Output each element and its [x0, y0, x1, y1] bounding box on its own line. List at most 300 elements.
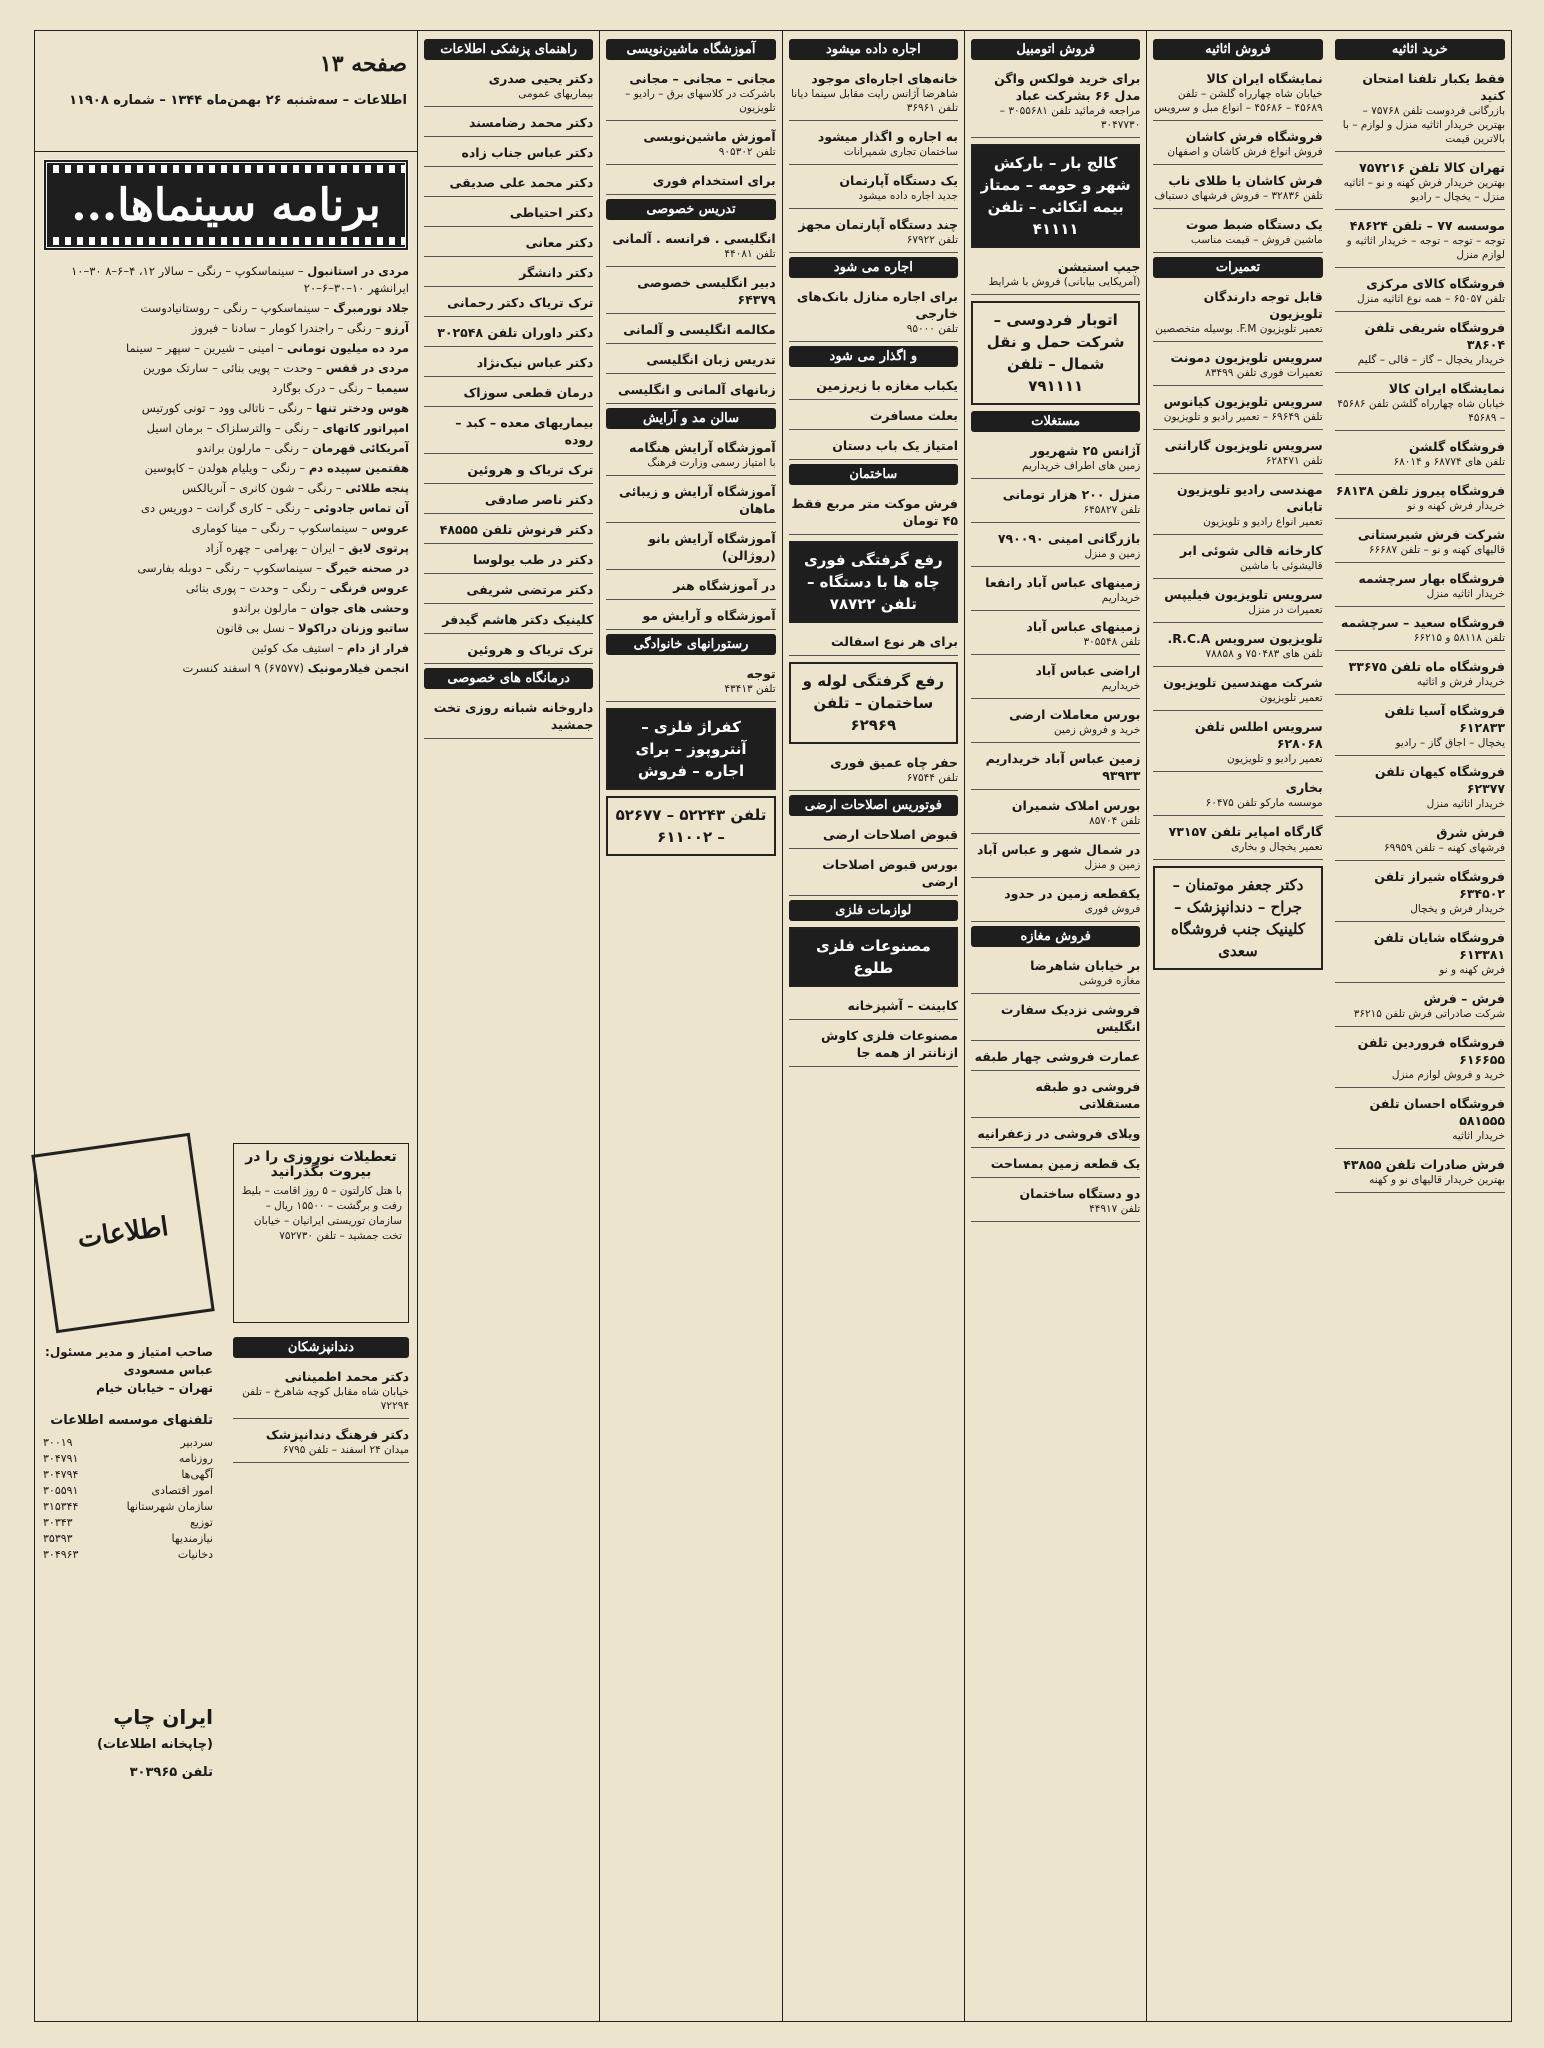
ettelaat-logo — [31, 1133, 214, 1334]
section-header: درمانگاه های خصوصی — [424, 668, 593, 689]
section-header: رستورانهای خانوادگی — [606, 634, 775, 655]
classified-ad — [789, 993, 958, 1020]
ad-title: انگلیسی . فرانسه . آلمانی — [612, 231, 776, 246]
ad-body: (آمریکایی بیابانی) فروش با شرایط — [988, 276, 1141, 288]
classified-column — [964, 31, 1146, 2021]
ad-title: بورس معاملات ارضی — [1009, 707, 1141, 722]
cinema-entry — [43, 500, 409, 517]
ad-title: در شمال شهر و عباس آباد — [977, 842, 1141, 857]
doctor-banner: دکتر جعفر موتمنان – جراح – دندانپزشک – کلینیک جنب فروشگاه سعدی — [1153, 866, 1322, 970]
phone-value: ۳۵۳۹۳ — [43, 1532, 73, 1545]
cinema-entry-title: مردی در استانبول — [307, 264, 409, 278]
classified-ad — [1335, 315, 1505, 373]
classified-ad — [789, 124, 958, 165]
cinema-listings — [43, 263, 409, 1141]
cinema-entry-text: – رنگی – کاری گرانت – دوریس دی — [140, 501, 314, 515]
ad-title: فروشگاه گلشن — [1408, 439, 1505, 454]
ad-title: سرویس تلویزیون دمونت — [1170, 350, 1323, 365]
classified-ad — [424, 487, 593, 514]
boxed-ad: کالج بار – بارکش شهر و حومه – ممتاز بیمه اتکائی – تلفن ۴۱۱۱۱ — [971, 144, 1140, 248]
ad-body: تعمیر تلویزیون — [1259, 692, 1323, 704]
classified-ad — [1153, 168, 1322, 209]
phone-value: ۳۰۴۷۹۴ — [43, 1468, 79, 1481]
ad-title: درمان قطعی سوزاک — [463, 385, 594, 400]
section-header: لوازمات فلزی — [789, 900, 958, 921]
cinema-entry — [43, 300, 409, 317]
cinema-entry-text: – استیف مک کوئین — [251, 641, 347, 655]
ad-title: دکتر ناصر صادقی — [484, 492, 594, 507]
boxed-ad: مصنوعات فلزی طلوع — [789, 927, 958, 987]
classified-ad — [789, 629, 958, 656]
classified-column — [417, 31, 599, 2021]
classified-ad — [971, 953, 1140, 994]
classified-column — [1146, 31, 1328, 2021]
phone-row — [43, 1531, 213, 1547]
ad-body: ساختمان تجاری شمیرانات — [843, 146, 958, 158]
ad-title: فرش – فرش — [1423, 991, 1505, 1006]
classified-ad — [1153, 538, 1322, 579]
section-header: اجاره می شود — [789, 257, 958, 278]
ad-title: فروشگاه کالای مرکزی — [1366, 276, 1505, 291]
section-header: ساختمان — [789, 464, 958, 485]
phone-value: ۳۰۵۵۹۱ — [43, 1484, 79, 1497]
phone-label: امور اقتصادی — [151, 1484, 213, 1497]
phone-value: ۳۰۴۷۹۱ — [43, 1452, 79, 1465]
section-header: مستغلات — [971, 411, 1140, 432]
ad-body: بازرگانی فردوست تلفن ۷۵۷۶۸ – بهترین خریدار اثاثیه منزل و لوازم – با بالاترین قیمت — [1342, 105, 1505, 145]
classified-ad — [424, 290, 593, 317]
classified-ad — [424, 230, 593, 257]
cinema-entry-text: – رنگی – والترسلزاک – برمان اسیل — [146, 421, 323, 435]
ad-title: حفر چاه عمیق فوری — [830, 755, 958, 770]
classified-ad — [1153, 345, 1322, 386]
cinema-entry — [43, 520, 409, 537]
classified-ad — [789, 373, 958, 400]
ad-title: داروخانه شبانه روزی تخت جمشید — [433, 700, 594, 732]
ad-title: فروشگاه احسان تلفن ۵۸۱۵۵۵ — [1369, 1096, 1505, 1128]
cinema-entry — [43, 580, 409, 597]
classified-ad — [971, 1151, 1140, 1178]
ad-body: تلفن ۹۰۵۳۰۲ — [718, 146, 776, 158]
cinema-entry-title: امپراتور کاتهای — [322, 421, 409, 435]
cinema-entry-text: – مارلون براندو — [232, 601, 311, 615]
print-info — [43, 1703, 213, 1787]
ad-body: تلفن ۳۰۵۵۴۸ — [1083, 636, 1141, 648]
ad-title: دبیر انگلیسی خصوصی ۶۴۳۷۹ — [637, 275, 776, 307]
ad-title: فروشگاه سعید – سرچشمه — [1340, 615, 1505, 630]
cinema-entry-title: هوس ودختر تنها — [315, 401, 409, 415]
nowruz-text: با هتل کارلتون – ۵ روز اقامت – بلیط رفت و برگشت – ۱۵۵۰۰ ریال – سازمان توریستی ایرانیان – خیابان تخت جمشید – تلفن ۷۵۲۷۳۰ — [241, 1185, 402, 1242]
cinema-entry — [43, 540, 409, 557]
ad-body: تلفن ۶۷۹۲۲ — [906, 234, 958, 246]
ad-title: برای اجاره منازل بانک‌های خارجی — [796, 289, 958, 321]
section-header: فوتوریس اصلاحات ارضی — [789, 795, 958, 816]
ad-body: تلفن ۶۷۵۴۴ — [906, 772, 958, 784]
ad-title: زبانهای آلمانی و انگلیسی — [617, 382, 776, 397]
ad-title: بر خیابان شاهرضا — [1030, 958, 1141, 973]
ad-title: فرش موکت متر مربع فقط ۴۵ تومان — [791, 496, 958, 528]
classified-ad — [971, 658, 1140, 699]
ad-title: چند دستگاه آپارتمان مجهز — [798, 217, 958, 232]
classified-ad — [971, 526, 1140, 567]
dentists-header: دندانپزشکان — [233, 1337, 409, 1358]
classified-ad — [1153, 582, 1322, 623]
cinema-entry-title: مرد ده میلیون تومانی — [286, 341, 409, 355]
publisher-line: عباس مسعودی — [123, 1363, 213, 1377]
phone-row — [43, 1483, 213, 1499]
cinema-entry-title: در صحنه خیرگ — [325, 561, 409, 575]
classified-ad — [424, 695, 593, 739]
ad-title: منزل ۲۰۰ هزار تومانی — [1002, 487, 1141, 502]
classified-ad — [424, 410, 593, 454]
ad-title: بعلت مسافرت — [869, 408, 958, 423]
ad-title: برای خرید فولکس واگن مدل ۶۶ بشرکت عباد — [994, 71, 1141, 103]
ad-title: آژانس ۲۵ شهریور — [1030, 443, 1141, 458]
classified-column — [782, 31, 964, 2021]
ad-title: دکتر یحیی صدری — [488, 71, 594, 86]
phone-label: دخانیات — [177, 1548, 213, 1561]
ad-title: فروشگاه آسیا تلفن ۶۱۲۸۳۳ — [1384, 703, 1505, 735]
ad-title: دکتر در طب یولوسا — [473, 552, 594, 567]
classified-ad — [606, 573, 775, 600]
ad-body: مغازه فروشی — [1079, 975, 1141, 987]
cinema-entry-text: (۶۷۵۷۷) ۹ اسفند کنسرت — [182, 661, 308, 675]
phone-value: ۳۰۴۹۶۳ — [43, 1548, 79, 1561]
classified-ad — [1335, 759, 1505, 817]
ad-body: تلفن ۳۲۸۳۶ – فروش فرشهای دستباف — [1154, 190, 1323, 202]
cinema-entry-text: – سینماسکوپ – رنگی – دوبله بفارسی — [137, 561, 326, 575]
ad-title: یک دستگاه آپارتمان — [839, 173, 958, 188]
classified-ad — [971, 793, 1140, 834]
phone-label: نیازمندیها — [171, 1532, 213, 1545]
ad-body: تلفن ۶۵۰۵۷ – همه نوع اثاثیه منزل — [1356, 293, 1505, 305]
classified-ad — [1153, 819, 1322, 860]
classified-ad — [424, 607, 593, 634]
phone-row — [43, 1499, 213, 1515]
classified-ad — [1335, 155, 1505, 210]
section-header: فروش اتومبیل — [971, 39, 1140, 60]
ad-body: خرید و فروش زمین — [1053, 724, 1141, 736]
classified-ad — [424, 457, 593, 484]
ad-body: فرشهای کهنه – تلفن ۶۹۹۵۹ — [1383, 842, 1505, 854]
dentist-ad — [233, 1422, 409, 1463]
ad-title: مجانی – مجانی – مجانی — [629, 71, 776, 86]
classified-ad — [1335, 1091, 1505, 1149]
ad-title: دکتر احتیاطی — [509, 205, 594, 220]
section-header: فروش اثاثیه — [1153, 39, 1322, 60]
ad-body: شرکت صادراتی فرش تلفن ۳۶۲۱۵ — [1353, 1008, 1505, 1020]
ad-title: مکالمه انگلیسی و آلمانی — [623, 322, 776, 337]
ad-title: شرکت فرش شیرستانی — [1357, 527, 1505, 542]
classified-ad — [1153, 626, 1322, 667]
ad-title: فروشگاه ماه تلفن ۳۳۶۷۵ — [1348, 659, 1505, 674]
ad-title: موسسه ۷۷ – تلفن ۴۸۶۲۴ — [1349, 218, 1505, 233]
ad-title: بیماریهای معده – کبد – روده — [455, 415, 594, 447]
ad-title: توجه — [746, 666, 776, 681]
cinema-entry-title: آن تماس جادوئی — [313, 501, 409, 515]
classified-ad — [971, 66, 1140, 138]
ad-title: فروشگاه فروردین تلفن ۶۱۶۶۵۵ — [1357, 1035, 1505, 1067]
ad-body: یخچال – اجاق گاز – رادیو — [1395, 737, 1505, 749]
phones-list — [43, 1435, 213, 1563]
ad-title: ترک تریاک دکتر رحمانی — [447, 295, 594, 310]
cinema-entry-text: – سینماسکوپ – رنگی – سالار ۱۲، ۴–۶–۸ ۳۰–۱۰ ایرانشهر ۱۰–۳۰–۶–۲۰ — [71, 264, 409, 295]
classified-ad — [424, 637, 593, 664]
phone-value: ۳۱۵۳۴۴ — [43, 1500, 79, 1513]
classified-ad — [1153, 284, 1322, 342]
dentists-section — [233, 1333, 409, 1466]
phone-value: ۳۰۳۴۳ — [43, 1516, 73, 1529]
cinema-entry — [43, 420, 409, 437]
classified-ad — [1153, 212, 1322, 253]
classified-ad — [789, 491, 958, 535]
cinema-entry-title: فرار از دام — [346, 641, 409, 655]
ad-title: بخاری — [1285, 780, 1323, 795]
classified-ad — [1335, 271, 1505, 312]
phone-row — [43, 1547, 213, 1563]
cinema-entry — [43, 263, 409, 297]
classified-ad — [1335, 654, 1505, 695]
ad-title: آموزشگاه آرایش و زیبائی ماهان — [619, 484, 776, 516]
classified-ad — [606, 603, 775, 630]
classified-ad — [1335, 986, 1505, 1027]
cinema-entry-title: آرزو — [384, 321, 409, 335]
classified-ad — [606, 270, 775, 314]
ad-title: قبوض اصلاحات ارضی — [823, 827, 958, 842]
cinema-banner — [43, 159, 409, 251]
section-header: خرید اثاثیه — [1335, 39, 1505, 60]
logo-text: اطلاعات — [75, 1211, 171, 1255]
classified-ad — [606, 435, 775, 476]
classified-ad — [971, 1121, 1140, 1148]
classified-ad — [789, 822, 958, 849]
classified-columns — [417, 31, 1511, 2021]
ad-title: فقط یکبار تلفنا امتحان کنید — [1362, 71, 1505, 103]
ad-title: ترک تریاک و هروئین — [467, 642, 594, 657]
cinema-entry-title: مردی در قفس — [325, 361, 409, 375]
ad-body: تلفن ۴۴۰۸۱ — [724, 248, 776, 260]
classified-ad — [1153, 775, 1322, 816]
phone-label: سردبیر — [180, 1436, 213, 1449]
cinema-entry-title: عروس فرنگی — [329, 581, 409, 595]
ad-title: سرویس اطلس تلفن ۶۲۸۰۶۸ — [1194, 719, 1323, 751]
classified-ad — [971, 1044, 1140, 1071]
classified-ad — [971, 837, 1140, 878]
cinema-entry — [43, 480, 409, 497]
ad-body: توجه – توجه – توجه – خریدار اثاثیه و لوازم منزل — [1346, 235, 1505, 261]
ad-body: زمین های اطراف خریداریم — [1022, 460, 1141, 472]
cinema-entry-text: – رنگی – ویلیام هولدن – کاپوسین — [144, 461, 309, 475]
classified-ad — [789, 750, 958, 791]
cinema-entry-title: عروس — [370, 521, 409, 535]
classified-ad — [424, 260, 593, 287]
ad-body: فروش انواع فرش کاشان و اصفهان — [1167, 146, 1323, 158]
ad-title: قابل توجه دارندگان تلویزیون — [1203, 289, 1323, 321]
cinema-entry-text: – رنگی – وحدت – پوری بنائی — [185, 581, 330, 595]
cinema-entry-text: – رنگی – ناتالی وود – تونی کورتیس — [141, 401, 316, 415]
classified-ad — [789, 1023, 958, 1067]
ad-body: تلفن ۴۳۴۱۳ — [724, 683, 776, 695]
ad-body: باشرکت در کلاسهای برق – رادیو – تلویزیون — [625, 88, 776, 114]
classified-ad — [1335, 610, 1505, 651]
section-header: اجاره داده میشود — [789, 39, 958, 60]
print-line: (چاپخانه اطلاعات) — [97, 1737, 213, 1752]
ad-body: قالیهای کهنه و نو – تلفن ۶۶۶۸۷ — [1368, 544, 1505, 556]
classified-ad — [424, 320, 593, 347]
classified-ad — [606, 526, 775, 570]
ad-body: زمین و منزل — [1084, 859, 1141, 871]
classified-ad — [424, 110, 593, 137]
ad-title: دکتر دانشگر — [519, 265, 594, 280]
classified-ad — [606, 479, 775, 523]
cinema-entry — [43, 380, 409, 397]
ad-title: مصنوعات فلزی کاوش ازنانتر از همه جا — [821, 1028, 958, 1060]
ad-title: یکباب مغازه با زیرزمین — [816, 378, 958, 393]
ad-body: ماشین فروش – قیمت مناسب — [1190, 234, 1323, 246]
classified-ad — [1335, 698, 1505, 756]
ad-title: خانه‌های اجاره‌ای موجود — [811, 71, 958, 86]
classified-ad — [1335, 566, 1505, 607]
ad-body: تعمیرات فوری تلفن ۸۳۴۹۹ — [1205, 367, 1323, 379]
cinema-entry-title: هفتمین سپیده دم — [308, 461, 409, 475]
ad-body: فرش کهنه و نو — [1439, 964, 1505, 976]
boxed-ad: رفع گرفتگی فوری چاه ها با دستگاه – تلفن ۷۸۷۲۲ — [789, 541, 958, 623]
page-number: صفحه ۱۳ — [319, 51, 407, 77]
ad-title: تهران کالا تلفن ۷۵۷۲۱۶ — [1359, 160, 1505, 175]
ad-title: گارگاه امپایر تلفن ۷۳۱۵۷ — [1168, 824, 1323, 839]
dentist-name: دکتر محمد اطمینانی — [284, 1369, 409, 1384]
cinema-entry-text: – سینماسکوپ – رنگی – روستانیادوست — [140, 301, 334, 315]
ad-title: ویلای فروشی در زعفرانیه — [977, 1126, 1141, 1141]
ad-title: دکتر فرنوش تلفن ۴۸۵۵۵ — [439, 522, 594, 537]
ad-title: کارخانه قالی شوئی ابر — [1180, 543, 1323, 558]
ad-title: فرش کاشان یا طلای ناب — [1168, 173, 1323, 188]
ad-title: نمایشگاه ایران کالا — [1206, 71, 1323, 86]
ad-title: زمین عباس آباد خریداریم ۹۳۹۳۳ — [985, 751, 1141, 783]
ad-body: تلفن ۸۵۷۰۴ — [1089, 815, 1141, 827]
ad-body: بیماریهای عمومی — [518, 88, 594, 100]
ad-title: سرویس تلویزیون گارانتی — [1164, 438, 1323, 453]
phone-label: سازمان شهرستانها — [126, 1500, 213, 1513]
ad-body: خریدار اثاثیه — [1452, 1130, 1505, 1142]
publisher-line: صاحب امتیاز و مدیر مسئول: — [45, 1345, 213, 1359]
classified-ad — [789, 433, 958, 460]
ad-title: امتیاز یک باب دستان — [832, 438, 958, 453]
ad-title: نمایشگاه ایران کالا — [1388, 381, 1505, 396]
classified-ad — [424, 517, 593, 544]
classified-ad — [971, 702, 1140, 743]
classified-ad — [1335, 925, 1505, 983]
classified-ad — [606, 661, 775, 702]
ad-body: شاهرضا آژانس رایت مقابل سینما دیانا تلفن ۳۶۹۶۱ — [791, 88, 958, 114]
boxed-ad: تلفن ۵۲۲۴۳ – ۵۲۶۷۷ – ۶۱۱۰۰۲ — [606, 796, 775, 856]
ad-title: یک قطعه زمین بمساحت — [990, 1156, 1141, 1171]
ad-body: تلفن های ۷۵۰۴۸۳ و ۷۸۸۵۸ — [1205, 648, 1323, 660]
classified-ad — [1335, 522, 1505, 563]
classified-ad — [606, 317, 775, 344]
ad-title: فروشی دو طبقه مستقلاتی — [1035, 1079, 1141, 1111]
cinema-entry-title: وحشی های جوان — [310, 601, 409, 615]
ad-title: برای هر نوع اسفالت — [831, 634, 958, 649]
phones-title: تلفنهای موسسه اطلاعات — [50, 1413, 213, 1428]
ad-title: فرش صادرات تلفن ۴۳۸۵۵ — [1343, 1157, 1505, 1172]
classified-ad — [1335, 1152, 1505, 1193]
ad-title: شرکت مهندسین تلویزیون — [1163, 675, 1323, 690]
classified-ad — [1153, 433, 1322, 474]
classified-ad — [424, 380, 593, 407]
classified-ad — [971, 482, 1140, 523]
ad-title: فروشگاه شایان تلفن ۶۱۳۳۸۱ — [1373, 930, 1505, 962]
cinema-entry-title: سیمبا — [376, 381, 409, 395]
classified-ad — [1335, 478, 1505, 519]
ad-title: بورس قبوض اصلاحات ارضی — [822, 857, 958, 889]
ad-title: دکتر محمد رضامسند — [468, 115, 594, 130]
ad-title: آموزش ماشین‌نویسی — [643, 129, 776, 144]
cinema-entry-title: پرتوی لایق — [348, 541, 409, 555]
cinema-entry-text: – ایران – بهرامی – چهره آزاد — [205, 541, 349, 555]
ad-body: تلفن ۵۸۱۱۸ و ۶۶۲۱۵ — [1413, 632, 1505, 644]
ad-body: تلفن ۶۹۶۴۹ – تعمیر رادیو و تلویزیون — [1163, 411, 1323, 423]
classified-ad — [424, 66, 593, 107]
cinema-entry-title: آمریکائی قهرمان — [311, 441, 409, 455]
cinema-entry — [43, 440, 409, 457]
classified-ad — [1335, 213, 1505, 268]
ad-title: بازرگانی امینی ۷۹۰۰۹۰ — [997, 531, 1141, 546]
classified-ad — [1335, 66, 1505, 152]
cinema-entry-text: – رنگی – درک بوگارد — [272, 381, 377, 395]
classified-ad — [424, 140, 593, 167]
boxed-ad: رفع گرفتگی لوله و ساختمان – تلفن ۶۲۹۶۹ — [789, 662, 958, 744]
ad-title: فروشگاه بهار سرچشمه — [1358, 571, 1505, 586]
ad-title: دکتر داوران تلفن ۳۰۲۵۴۸ — [437, 325, 594, 340]
classified-column — [599, 31, 781, 2021]
ad-body: خیابان شاه چهارراه گلشن تلفن ۴۵۶۸۶ – ۴۵۶۸۹ — [1337, 398, 1505, 424]
cinema-entry-text: – رنگی – شون کانری – آنریالکس — [182, 481, 346, 495]
issue-line: اطلاعات – سه‌شنبه ۲۶ بهمن‌ماه ۱۳۴۴ – شماره ۱۱۹۰۸ — [69, 93, 407, 108]
film-strip-top — [47, 165, 405, 173]
classified-ad — [789, 403, 958, 430]
classified-ad — [789, 852, 958, 896]
ad-title: فروشی نزدیک سفارت انگلیس — [1000, 1002, 1141, 1034]
ad-body: خریدار اثاثیه منزل — [1426, 588, 1505, 600]
ad-title: کلینیک دکتر هاشم گیدفر — [442, 612, 594, 627]
classified-ad — [789, 212, 958, 253]
cinema-entry-title: انجمن فیلارمونیک — [307, 661, 409, 675]
classified-ad — [606, 168, 775, 195]
phone-value: ۳۰۰۱۹ — [43, 1436, 73, 1449]
classified-ad — [606, 226, 775, 267]
ad-body: تلفن ۶۴۵۸۲۷ — [1083, 504, 1141, 516]
ad-title: به اجاره و اگذار میشود — [817, 129, 958, 144]
cinema-entry-text: – سینماسکوپ – رنگی – مینا کوماری — [191, 521, 371, 535]
ad-title: دو دستگاه ساختمان — [1019, 1186, 1141, 1201]
ad-body: بهترین خریدار فرش کهنه و نو – اثاثیه منزل – یخچال – رادیو — [1343, 177, 1505, 203]
ad-body: تلفن های ۶۸۷۷۴ و ۶۸۰۱۴ — [1393, 456, 1505, 468]
ad-body: موسسه مارکو تلفن ۶۰۴۷۵ — [1205, 797, 1323, 809]
print-line: ایران چاپ — [113, 1705, 213, 1729]
ad-title: آموزشگاه و آرایش مو — [642, 608, 776, 623]
ad-title: کابینت – آشپزخانه — [847, 998, 958, 1013]
classified-ad — [424, 350, 593, 377]
phone-label: آگهی‌ها — [181, 1468, 213, 1481]
classified-ad — [1153, 670, 1322, 711]
ad-title: تدریس زبان انگلیسی — [646, 352, 776, 367]
ad-title: تلویزیون سرویس R.C.A. — [1167, 631, 1323, 646]
classified-ad — [971, 881, 1140, 922]
classified-ad — [424, 200, 593, 227]
ad-title: سرویس تلویزیون فیلیپس — [1164, 587, 1323, 602]
phone-row — [43, 1515, 213, 1531]
